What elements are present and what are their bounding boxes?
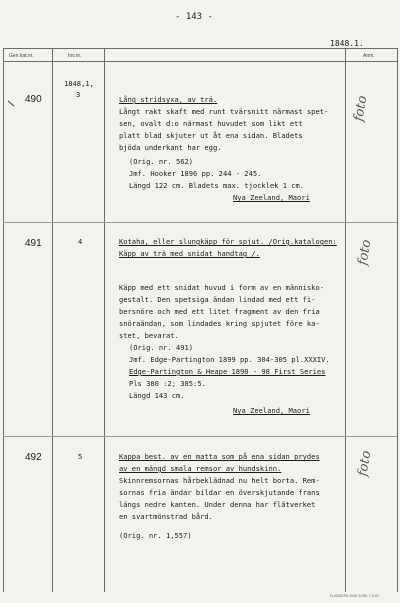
row-separator [3, 436, 397, 437]
inv-desc-divider [104, 48, 105, 592]
inv-series: 1848,1, [64, 79, 94, 88]
table-top-border [3, 48, 397, 49]
description-line: en svartmönstrad bård. [119, 512, 213, 521]
reference-line: Pls 380 :2; 385:5. [129, 379, 206, 388]
description-line: (Orig. nr. 562) [129, 157, 194, 166]
description-line: stet, bevarat. [119, 331, 179, 340]
table-right-border [397, 48, 398, 592]
description-line: platt blad skjuter ut åt ena sidan. Bladets [119, 131, 303, 140]
description-line: Skinnremsornas hårbeklädnad nu helt borta. Rem- [119, 476, 320, 485]
column-header-inv: Inv.nr. [68, 53, 82, 59]
description-line: bersnöre och med ett litet fragment av den fria [119, 307, 320, 316]
reference-line: Jmf. Edge-Partington 1899 pp. 304-305 pl.XXXIV. [129, 355, 330, 364]
entry-title: Lång stridsyxa, av trä. [119, 95, 218, 104]
description-line: längs nedre kanten. Under denna har flätverket [119, 500, 316, 509]
gen-number: 490 [25, 94, 42, 105]
tick-mark [8, 101, 15, 107]
printer-mark: ELANDERS 1945. 5.000. 7.6.45. [330, 594, 380, 598]
entry-title-continued: av en mängd smala remsor av hundskinn. [119, 464, 282, 473]
description-line: Käpp med ett snidat huvud i form av en människo- [119, 283, 324, 292]
size-line: Längd 143 cm. [129, 391, 185, 400]
column-header-gen-kat: Gen.kat.nr. [9, 53, 34, 59]
entry-title: Kappa best. av en matta som på ena sidan prydes [119, 452, 320, 461]
description-line: snöraändan, som lindades kring spjutet före ka- [119, 319, 320, 328]
row-separator [3, 222, 397, 223]
origin-label: Nya Zeeland, Maori [233, 406, 310, 415]
header-row-border [3, 61, 397, 62]
gen-inv-divider [52, 48, 53, 592]
year-reference: 1848.1. [330, 39, 364, 48]
column-header-anm: Anm. [363, 53, 375, 59]
reference-line: Jmf. Hooker 1896 pp. 244 - 245. [129, 169, 262, 178]
entry-title: Kotaha, eller slungkäpp för spjut. /Orig.katalogen: [119, 237, 337, 246]
reference-line: Edge-Partington & Heape 1890 - 98 First Series [129, 367, 326, 376]
gen-number: 491 [25, 238, 42, 249]
inv-number: 5 [78, 452, 83, 461]
description-line: (Orig. nr. 491) [129, 343, 194, 352]
desc-anm-divider [345, 48, 346, 592]
description-line: sornas fria ändar bildar en överskjutande frans [119, 488, 320, 497]
origin-label: Nya Zeeland, Maori [233, 193, 310, 202]
entry-title-continued: Käpp av trä med snidat handtag /. [119, 249, 260, 258]
inv-number: 3 [76, 90, 81, 99]
handwritten-note: foto [351, 94, 371, 123]
description-line: sen, ovalt d:o närmast huvudet som likt ett [119, 119, 303, 128]
table-left-border [3, 48, 4, 592]
inv-number: 4 [78, 237, 83, 246]
page-number: - 143 - [175, 12, 213, 22]
handwritten-note: foto [355, 238, 375, 267]
size-line: Längd 122 cm. Bladets max. tjocklek 1 cm. [129, 181, 305, 190]
description-line: bjöda underkant har egg. [119, 143, 222, 152]
description-line: (Orig. nr. 1,557) [119, 531, 192, 540]
description-line: gestalt. Den spetsiga ändan lindad med ett fi- [119, 295, 316, 304]
description-line: Långt rakt skaft med runt tvärsnitt närmast spet- [119, 107, 329, 116]
handwritten-note: foto [355, 449, 375, 478]
gen-number: 492 [25, 452, 42, 463]
